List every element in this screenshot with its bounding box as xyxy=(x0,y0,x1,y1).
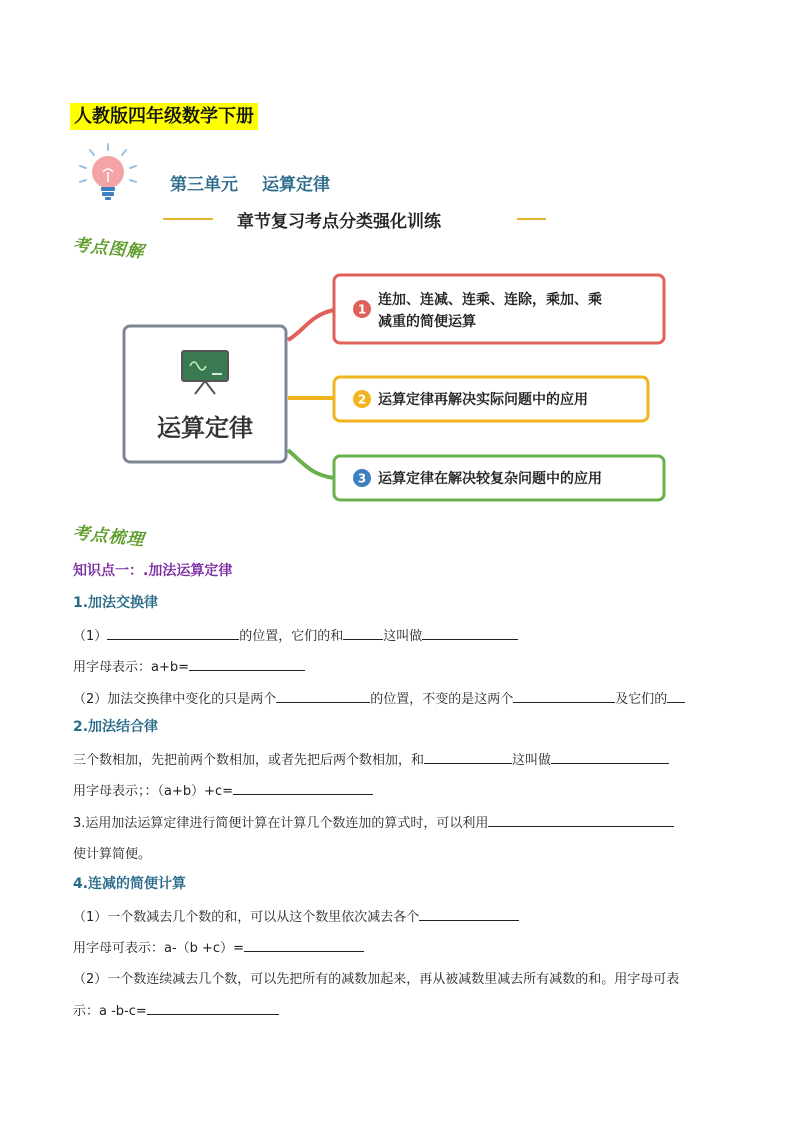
blank-field[interactable] xyxy=(422,627,518,640)
line-subtraction-formula-2: 示：a -b-c= xyxy=(73,1000,279,1019)
mindmap-box-1 xyxy=(334,275,664,343)
line-simplify-end: 使计算简便。 xyxy=(73,847,152,862)
heading-addition-commutative: 1.加法交换律 xyxy=(73,595,159,611)
center-label: 运算定律 xyxy=(157,414,253,442)
blank-field[interactable] xyxy=(147,1002,279,1015)
connector-3 xyxy=(288,450,334,478)
svg-text:2: 2 xyxy=(357,392,367,407)
line-subtraction-rule-2: （2）一个数连续减去几个数，可以先把所有的减数加起来，再从被减数里减去所有减数的和。用字母可表 xyxy=(73,972,680,987)
blank-field[interactable] xyxy=(276,690,370,703)
svg-text:1: 1 xyxy=(357,302,367,317)
mindmap-diagram xyxy=(120,270,680,510)
grade-banner: 人教版四年级数学下册 xyxy=(70,103,258,130)
blank-field[interactable] xyxy=(189,658,305,671)
blank-field[interactable] xyxy=(244,939,364,952)
blank-field[interactable] xyxy=(107,627,239,640)
unit-name: 第三单元 xyxy=(170,175,238,195)
heading-addition-associative: 2.加法结合律 xyxy=(73,719,159,735)
line-subtraction-rule-1: （1）一个数减去几个数的和，可以从这个数里依次减去各个 xyxy=(73,906,519,925)
blank-field[interactable] xyxy=(424,751,512,764)
mindmap-item-2: 运算定律再解决实际问题中的应用 xyxy=(378,392,588,408)
knowledge-point-1-title: 知识点一：.加法运算定律 xyxy=(73,563,233,579)
mindmap-item-3: 运算定律在解决较复杂问题中的应用 xyxy=(378,471,602,487)
line-commutative-formula: 用字母表示：a+b= xyxy=(73,656,305,675)
unit-topic: 运算定律 xyxy=(262,175,330,195)
line-associative-def: 三个数相加，先把前两个数相加，或者先把后两个数相加，和 这叫做 xyxy=(73,749,669,768)
unit-title xyxy=(170,170,330,195)
blank-field[interactable] xyxy=(551,751,669,764)
line-commutative-note: （2）加法交换律中变化的只是两个 的位置，不变的是这两个 及它们的 xyxy=(73,688,685,707)
line-subtraction-formula-1: 用字母可表示：a-（b +c）= xyxy=(73,937,364,956)
blank-field[interactable] xyxy=(343,627,383,640)
svg-text:3: 3 xyxy=(357,471,367,486)
blank-field[interactable] xyxy=(233,782,373,795)
line-simplify-rule: 3.运用加法运算定律进行简便计算在计算几个数连加的算式时，可以利用 xyxy=(73,812,674,831)
mindmap-item-1-line1: 连加、连减、连乘、连除，乘加、乘 xyxy=(378,292,602,308)
section-tag-review: 考点梳理 xyxy=(71,523,146,551)
subtitle-rule-left xyxy=(163,218,213,220)
heading-consecutive-subtraction: 4.连减的简便计算 xyxy=(73,876,187,892)
line-commutative-def: （1） 的位置，它们的和 这叫做 xyxy=(73,625,518,644)
blank-field[interactable] xyxy=(667,690,685,703)
chapter-subtitle: 章节复习考点分类强化训练 xyxy=(237,212,441,232)
connector-1 xyxy=(288,310,334,340)
section-tag-diagram: 考点图解 xyxy=(71,235,146,263)
lightbulb-icon xyxy=(70,142,150,208)
subtitle-rule-right xyxy=(517,218,546,220)
blank-field[interactable] xyxy=(513,690,615,703)
line-associative-formula: 用字母表示；：（a+b）+c= xyxy=(73,780,373,799)
blank-field[interactable] xyxy=(488,814,674,827)
blank-field[interactable] xyxy=(419,908,519,921)
mindmap-item-1-line2: 减重的简便运算 xyxy=(378,314,476,330)
